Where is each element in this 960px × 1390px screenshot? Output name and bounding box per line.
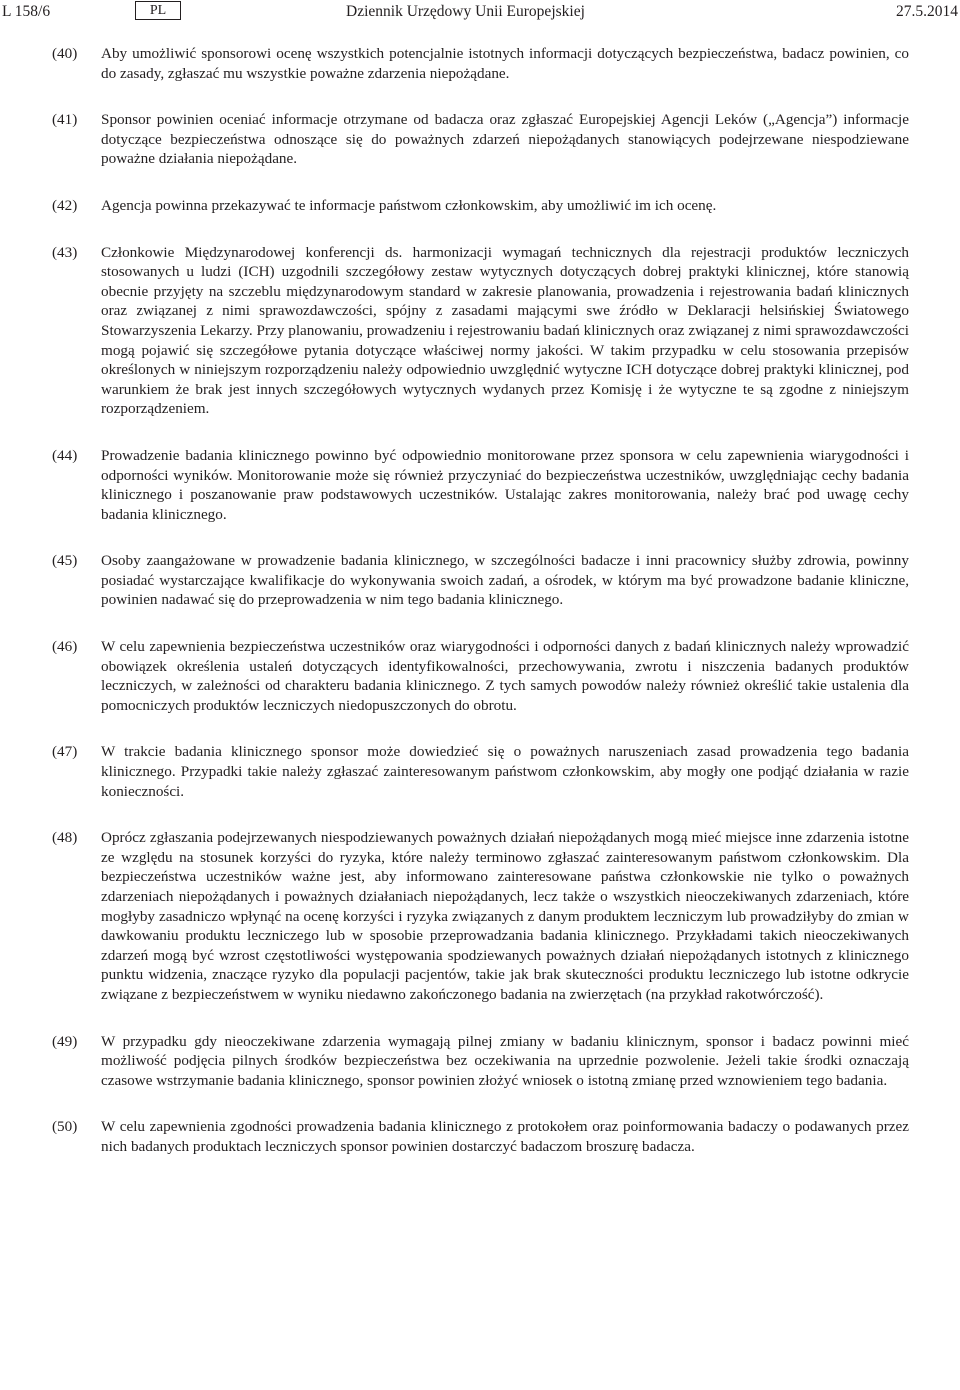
recital-text: Aby umożliwić sponsorowi ocenę wszystkich potencjalnie istotnych informacji dotyczących bezpieczeństwa, badacz powinien, co do zasady, zgłaszać mu wszystkie poważne zdarzenia niepożądane. [101,45,909,82]
recital-number: (47) [52,743,78,761]
recital-number: (48) [52,829,78,847]
recital-text: W celu zapewnienia zgodności prowadzenia badania klinicznego z protokołem oraz poinformowania badaczy o podawanych przez nich badanych produktach leczniczych sponsor powinien dostarczyć badaczom broszurę badacza. [101,1118,909,1155]
recital-text: W celu zapewnienia bezpieczeństwa uczestników oraz wiarygodności i odporności danych z badań klinicznych należy wprowadzić obowiązek określenia ustaleń dotyczących identyfikowalności, przechowywania, zwrotu i niszczenia badanych produktów leczniczych, w zależności od charakteru badania klinicznego. Z tych samych powodów należy również określić takie ustalenia dla pomocniczych produktów leczniczych niedopuszczonych do obrotu. [101,638,909,714]
recital-text: Agencja powinna przekazywać te informacje państwom członkowskim, aby umożliwić im ich ocenę. [101,196,717,214]
recital-number: (50) [52,1118,78,1136]
recital-45 [0,551,960,610]
journal-title: Dziennik Urzędowy Unii Europejskiej [346,3,585,20]
recital-number: (41) [52,111,78,129]
recital-text: Prowadzenie badania klinicznego powinno być odpowiednio monitorowane przez sponsora w celu zapewnienia wiarygodności i odporności wyników. Monitorowanie może się również przyczyniać do bezpieczeństwa uczestników, uwzględniając cechy badania klinicznego i poszanowanie praw podstawowych uczestników. Ustalając zakres monitorowania, należy brać pod uwagę cechy badania klinicznego. [101,446,909,523]
recital-46 [0,637,960,715]
recital-number: (49) [52,1032,78,1050]
recital-text: Oprócz zgłaszania podejrzewanych niespodziewanych poważnych działań niepożądanych mogą mieć miejsce inne zdarzenia istotne ze względu na stosunek korzyści do ryzyka, które należy terminowo zgłaszać zainteresowanym państwom członkowskim. Dla bezpieczeństwa uczestników ważne jest, aby informowano zainteresowane państwa członkowskie nie tylko o poważnych zdarzeniach niepożądanych i poważnych działaniach niepożądanych, lecz także o wszystkich nieoczekiwanych zdarzeniach, które mogłyby zasadniczo wpłynąć na ocenę korzyści i ryzyka związanych z danym produktem leczniczym lub prowadziłyby do zmian w dawkowaniu produktu leczniczego lub w sposobie przeprowadzania badania klinicznego. Przykładami takich nieoczekiwanych zdarzeń mogą być wzrost częstotliwości występowania spodziewanych poważnych działań niepożądanych istotnych z klinicznego punktu widzenia, znaczące ryzyko dla populacji pacjentów, takie jak brak skuteczności produktu leczniczego lub istotne odkrycie związane z bezpieczeństwem w wyniku niedawno zakończonego badania na zwierzętach (na przykład rakotwórczość). [101,829,909,1003]
recital-text: Osoby zaangażowane w prowadzenie badania klinicznego, w szczególności badacze i inni pracownicy służby zdrowia, powinny posiadać wystarczające kwalifikacje do wykonywania swoich zadań, a ośrodek, w którym ma być prowadzone badanie kliniczne, powinien nadawać się do przeprowadzenia w nim tego badania klinicznego. [101,552,909,609]
recital-number: (45) [52,552,78,570]
recital-number: (42) [52,196,78,214]
document-body [0,44,960,1184]
language-badge: PL [135,1,181,20]
recital-40 [0,44,960,83]
recital-number: (44) [52,446,78,464]
recital-number: (40) [52,45,78,62]
recital-50 [0,1117,960,1156]
recital-text: Sponsor powinien oceniać informacje otrzymane od badacza oraz zgłaszać Europejskiej Agencji Leków („Agencja”) informacje dotyczące bezpieczeństwa odnoszące się do poważnych zdarzeń niepożądanych stanowiących podejrzewane niespodziewane poważne działania niepożądane. [101,111,909,168]
recital-41 [0,110,960,169]
recital-42 [0,196,960,216]
recital-number: (43) [52,243,78,261]
recital-43 [0,243,960,419]
page-reference: L 158/6 [2,3,51,20]
recital-47 [0,742,960,801]
page-header [0,0,960,26]
recital-44 [0,446,960,524]
recital-text: W przypadku gdy nieoczekiwane zdarzenia wymagają pilnej zmiany w badaniu klinicznym, sponsor i badacz powinni mieć możliwość podjęcia pilnych środków bezpieczeństwa bez oczekiwania na uprzednie pozwolenie. Jeżeli takie środki oznaczają czasowe wstrzymanie badania klinicznego, sponsor powinien złożyć wniosek o istotną zmianę przed wznowieniem tego badania. [101,1032,909,1089]
recital-48 [0,828,960,1004]
recital-number: (46) [52,638,78,656]
recital-text: Członkowie Międzynarodowej konferencji ds. harmonizacji wymagań technicznych dla rejestracji produktów leczniczych stosowanych u ludzi (ICH) uzgodnili szczegółowy zestaw wytycznych dotyczących dobrej praktyki klinicznej, które stanowią obecnie przyjęty na szczeblu międzynarodowym standard w zakresie planowania, prowadzenia i rejestrowania badań klinicznych oraz związanej z nimi sprawozdawczości, spójny z zasadami mającymi swe źródło w Deklaracji helsińskiej Światowego Stowarzyszenia Lekarzy. Przy planowaniu, prowadzeniu i rejestrowaniu badań klinicznych oraz związanej z nimi sprawozdawczości mogą pojawić się szczegółowe pytania dotyczące właściwej normy jakości. W takim przypadku w celu stosowania przepisów określonych w niniejszym rozporządzeniu należy odpowiednio uwzględnić wytyczne ICH dotyczące dobrej praktyki klinicznej, pod warunkiem że brak jest innych szczegółowych wytycznych wydanych przez Komisję i że wytyczne te są zgodne z niniejszym rozporządzeniem. [101,243,909,418]
recital-49 [0,1032,960,1091]
recital-text: W trakcie badania klinicznego sponsor może dowiedzieć się o poważnych naruszeniach zasad prowadzenia tego badania klinicznego. Przypadki takie należy zgłaszać zainteresowanym państwom członkowskim, aby mogły one podjąć działania w razie konieczności. [101,743,909,800]
publication-date: 27.5.2014 [896,3,958,20]
